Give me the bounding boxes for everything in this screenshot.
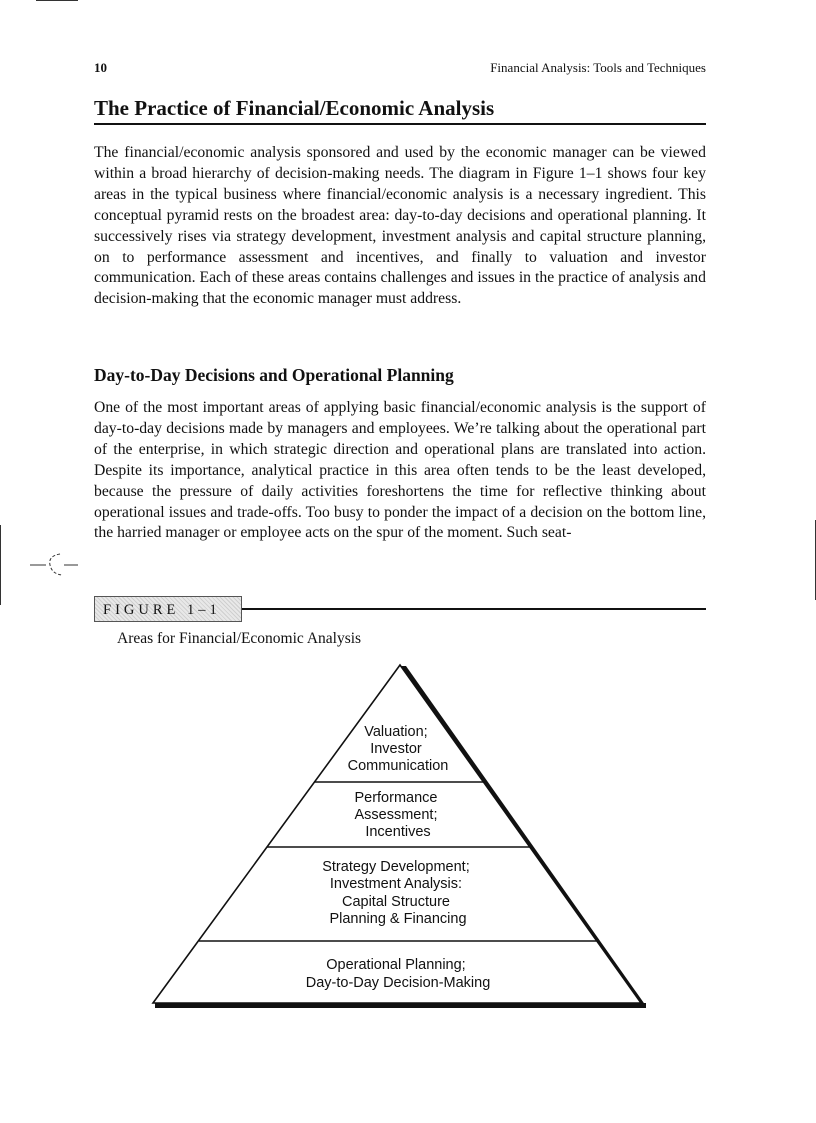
level-operational: Operational Planning; Day-to-Day Decision-Making <box>305 957 491 991</box>
section-paragraph: The financial/economic analysis sponsored and used by the economic manager can be viewed within a broad hierarchy of decision-making needs. The diagram in Figure 1–1 shows four key areas in the typical business where financial/economic analysis is a necessary ingredient. This conceptual pyramid rests on the broadest area: day-to-day decisions and operational planning. It successively rises via strategy development, investment analysis and capital structure planning, on to performance assessment and incentives, and finally to valuation and investor communication. Each of these areas contains challenges and issues in the practice of analysis and decision-making that the economic manager must address. <box>94 144 706 308</box>
section-title: The Practice of Financial/Economic Analysis <box>94 96 706 125</box>
page-number: 10 <box>94 60 107 75</box>
subsection-paragraph: One of the most important areas of applying basic financial/economic analysis is the support of day-to-day decisions made by managers and employees. We’re talking about the operational part of the enterprise, in which strategic direction and operational plans are translated into action. Despite its importance, analytical practice in this area often tends to be the least developed, because the pressure of daily activities foreshortens the time for reflective thinking about operational issues and trade-offs. Too busy to ponder the impact of a decision on the bottom line, the harried manager or employee acts on the spur of the moment. Such seat- <box>94 399 706 542</box>
level-valuation: Valuation; Investor Communication <box>347 724 449 774</box>
figure-label: FIGURE 1–1 <box>94 596 242 622</box>
level-strategy: Strategy Development; Investment Analysis: Capital Structure Planning & Financing <box>322 859 470 927</box>
figure-caption: Areas for Financial/Economic Analysis <box>117 630 362 647</box>
subsection-title: Day-to-Day Decisions and Operational Planning <box>94 365 454 385</box>
level-performance: Performance Assessment; Incentives <box>354 790 438 840</box>
running-head: Financial Analysis: Tools and Techniques <box>490 60 706 75</box>
